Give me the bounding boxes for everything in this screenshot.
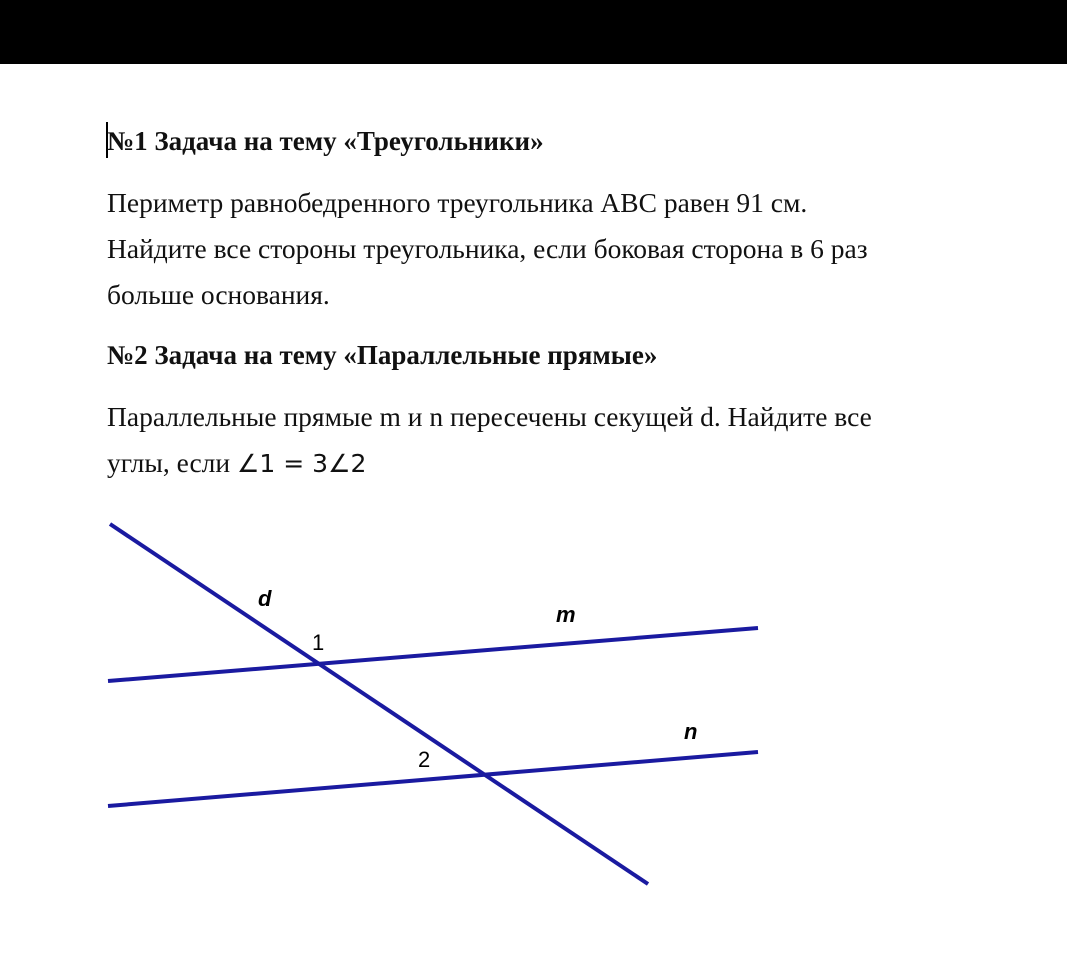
problem1-line1: Периметр равнобедренного треугольника ABC равен 91 см. bbox=[107, 187, 808, 218]
label-d: d bbox=[258, 586, 272, 611]
problem2-line1: Параллельные прямые m и n пересечены секущей d. Найдите все bbox=[107, 401, 872, 432]
angle-equation: ∠1 = 3∠2 bbox=[237, 449, 367, 478]
problem1-heading: №1 Задача на тему «Треугольники» bbox=[107, 126, 544, 156]
problem2-text bbox=[107, 394, 1017, 487]
label-n: n bbox=[684, 719, 698, 744]
problem1-text bbox=[107, 180, 1017, 318]
label-angle-2: 2 bbox=[418, 747, 431, 772]
problem1-line2: Найдите все стороны треугольника, если боковая сторона в 6 раз bbox=[107, 233, 868, 264]
problem2-line2-text: углы, если bbox=[107, 447, 231, 478]
parallel-lines-figure bbox=[0, 500, 1067, 900]
transversal-line-d bbox=[110, 524, 648, 884]
label-angle-1: 1 bbox=[312, 630, 325, 655]
problem1-line3: больше основания. bbox=[107, 279, 330, 310]
parallel-line-n bbox=[108, 752, 758, 806]
label-m: m bbox=[556, 602, 576, 627]
parallel-line-m bbox=[108, 628, 758, 681]
problem2-line2 bbox=[107, 440, 1017, 487]
top-black-bar bbox=[0, 0, 1067, 64]
problem2-heading: №2 Задача на тему «Параллельные прямые» bbox=[107, 340, 658, 370]
